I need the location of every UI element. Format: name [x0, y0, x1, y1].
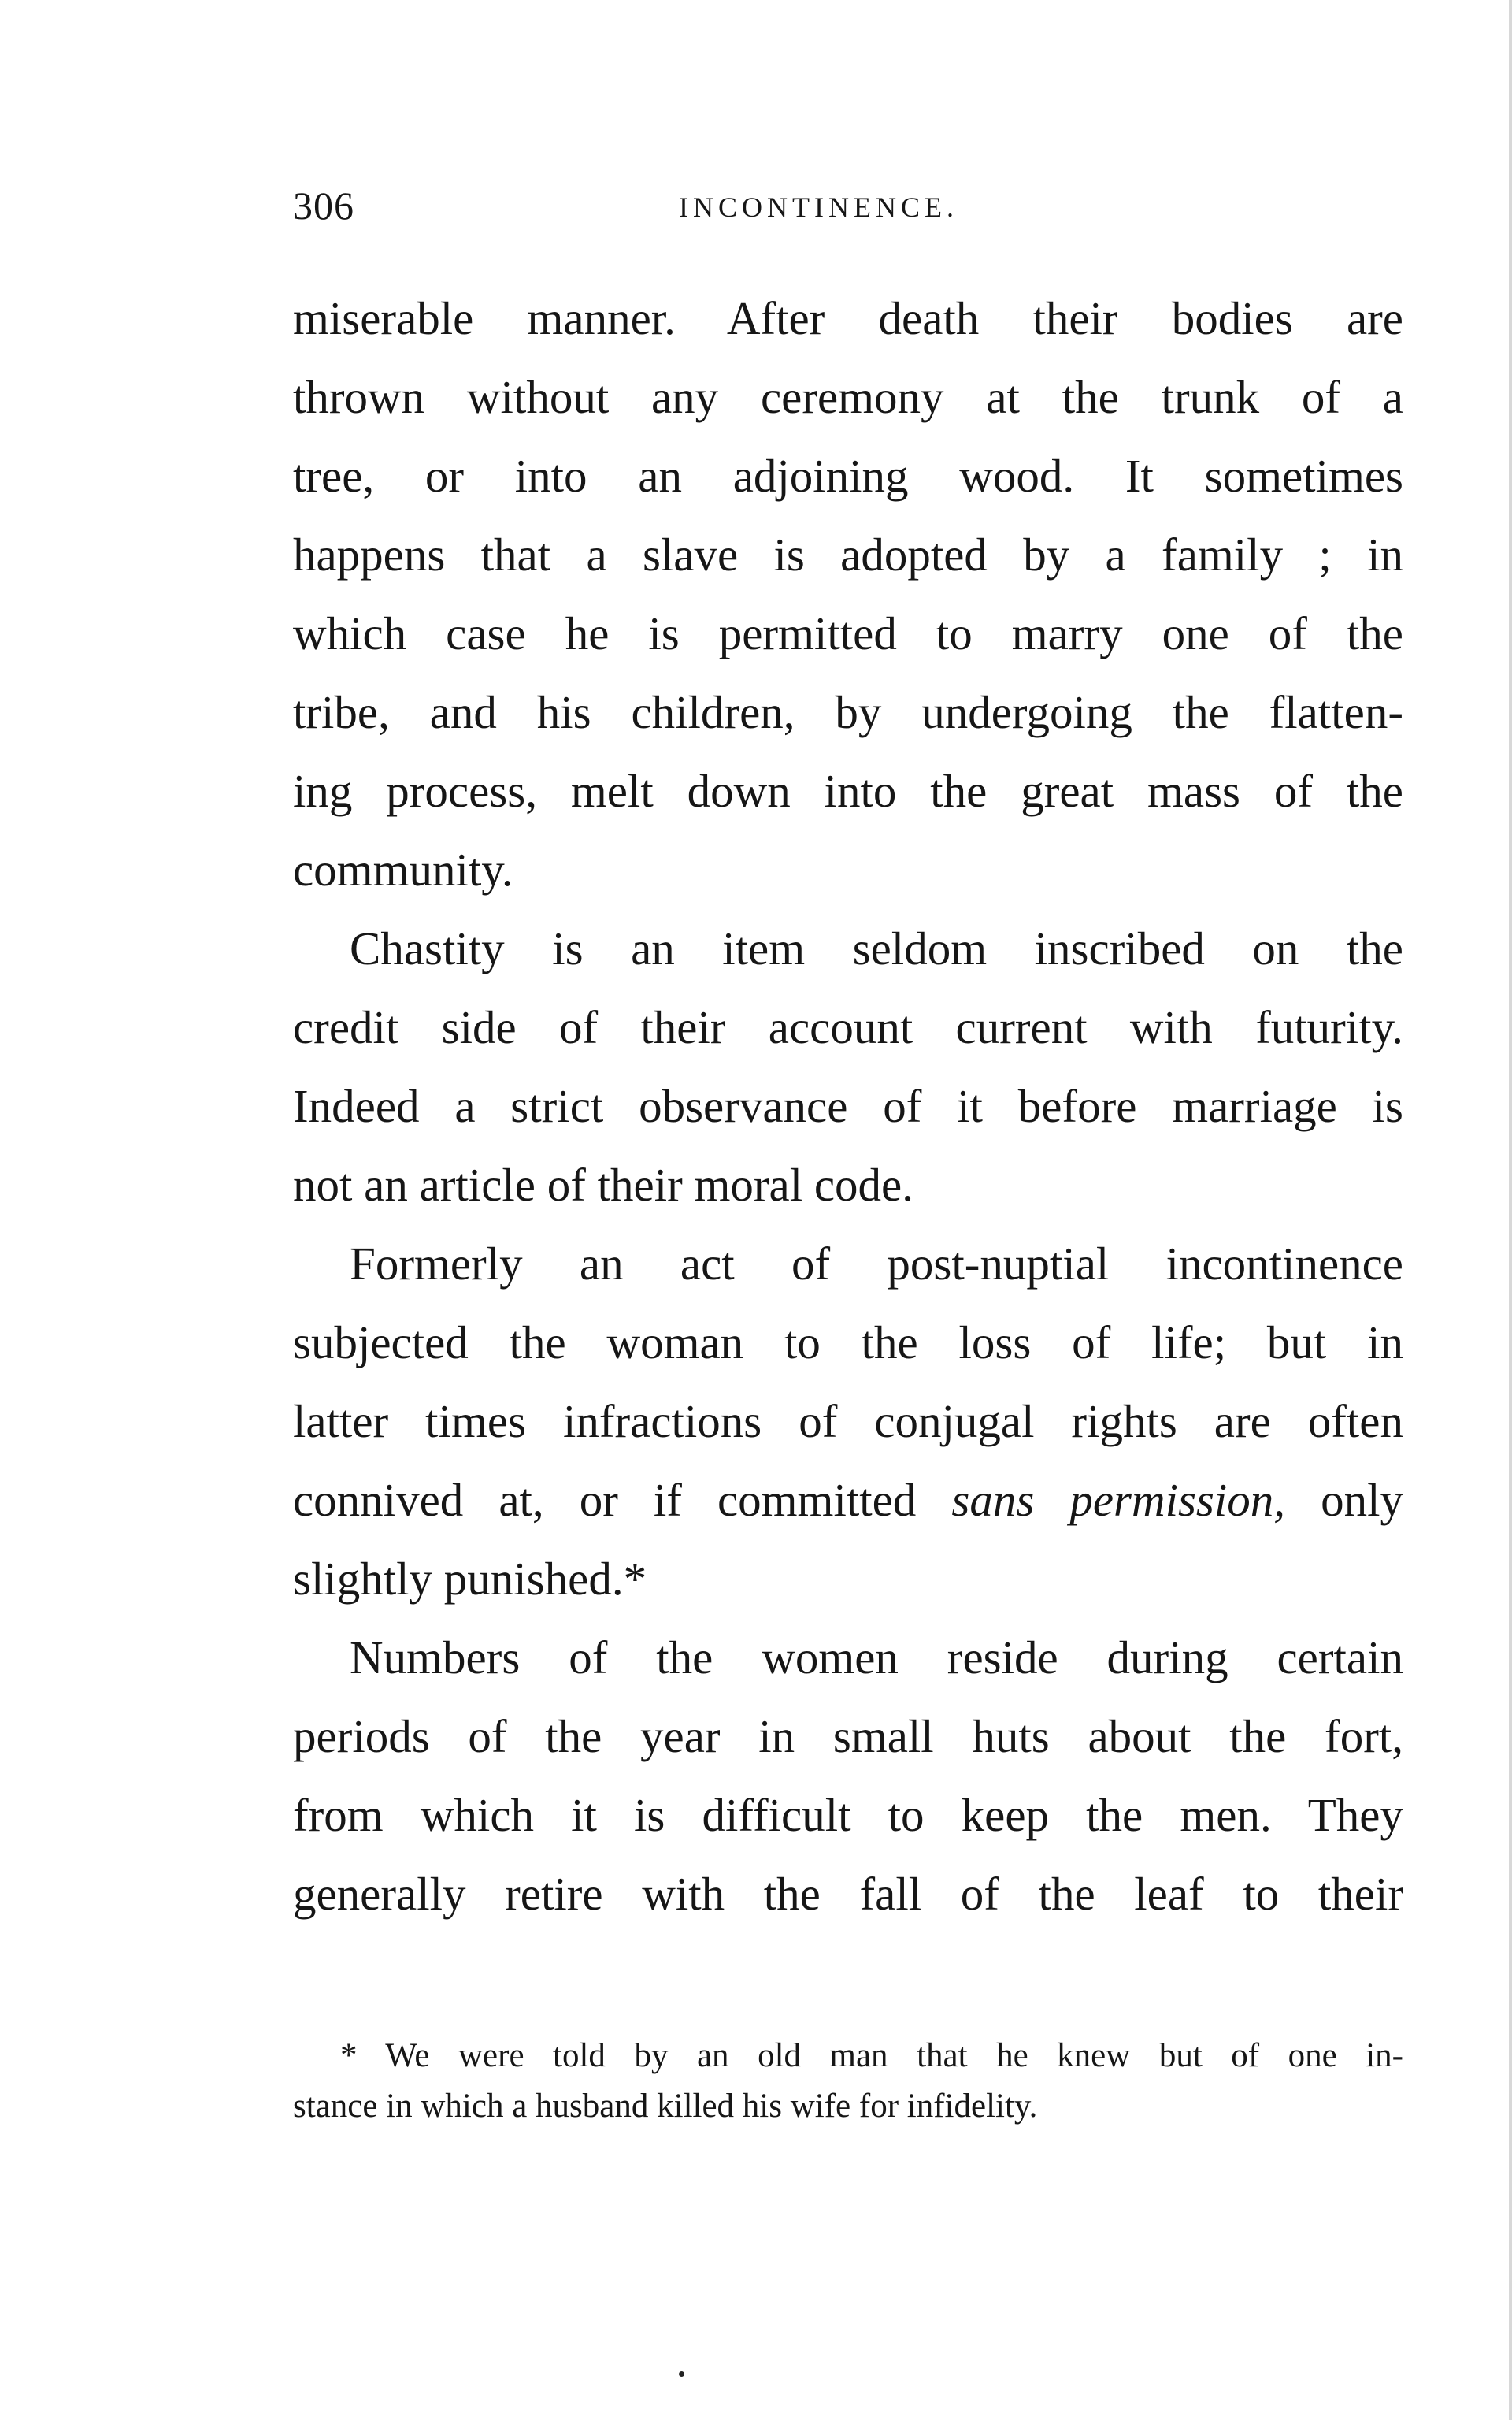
text-line: latter times infractions of conjugal rights are often: [293, 1395, 1403, 1447]
text-line: tribe, and his children, by undergoing the flatten-: [293, 686, 1403, 738]
text-line: ing process, melt down into the great mass of the: [293, 765, 1403, 817]
text-line: periods of the year in small huts about the fort,: [293, 1710, 1403, 1762]
page-number: 306: [293, 184, 354, 228]
printer-mark-dot: [679, 2371, 684, 2377]
text-line: Indeed a strict observance of it before marriage is: [293, 1080, 1403, 1132]
text-line: from which it is difficult to keep the men. They: [293, 1789, 1403, 1841]
text-line: which case he is permitted to marry one of the: [293, 607, 1403, 659]
text-line: thrown without any ceremony at the trunk of a: [293, 371, 1403, 423]
text-line: Chastity is an item seldom inscribed on the: [350, 922, 1403, 974]
text-line: Formerly an act of post-nuptial incontinence: [350, 1238, 1403, 1290]
running-title: INCONTINENCE.: [679, 191, 958, 223]
text-segment: only: [1285, 1474, 1403, 1526]
text-line: community.: [293, 844, 513, 896]
text-line: slightly punished.*: [293, 1553, 647, 1605]
footnote-line: stance in which a husband killed his wife for infidelity.: [293, 2088, 1038, 2125]
text-line: tree, or into an adjoining wood. It sometimes: [293, 450, 1403, 502]
text-line: subjected the woman to the loss of life; but in: [293, 1316, 1403, 1368]
footnote: [293, 2031, 1403, 2132]
footnote-line: * We were told by an old man that he knew but of one in-: [340, 2037, 1403, 2074]
text-line: credit side of their account current with futurity.: [293, 1001, 1403, 1053]
italic-phrase: sans permission,: [951, 1474, 1286, 1526]
text-line: Numbers of the women reside during certain: [350, 1631, 1403, 1683]
text-line: not an article of their moral code.: [293, 1159, 914, 1211]
text-line: miserable manner. After death their bodies are: [293, 292, 1403, 344]
text-line: [293, 1461, 1403, 1539]
running-head: [293, 183, 1395, 238]
text-line: happens that a slave is adopted by a family ; in: [293, 529, 1403, 581]
body-text: [293, 279, 1403, 1933]
text-segment: connived at, or if committed: [293, 1474, 952, 1526]
page-edge: [1509, 0, 1512, 2420]
text-line: generally retire with the fall of the leaf to their: [293, 1868, 1403, 1920]
